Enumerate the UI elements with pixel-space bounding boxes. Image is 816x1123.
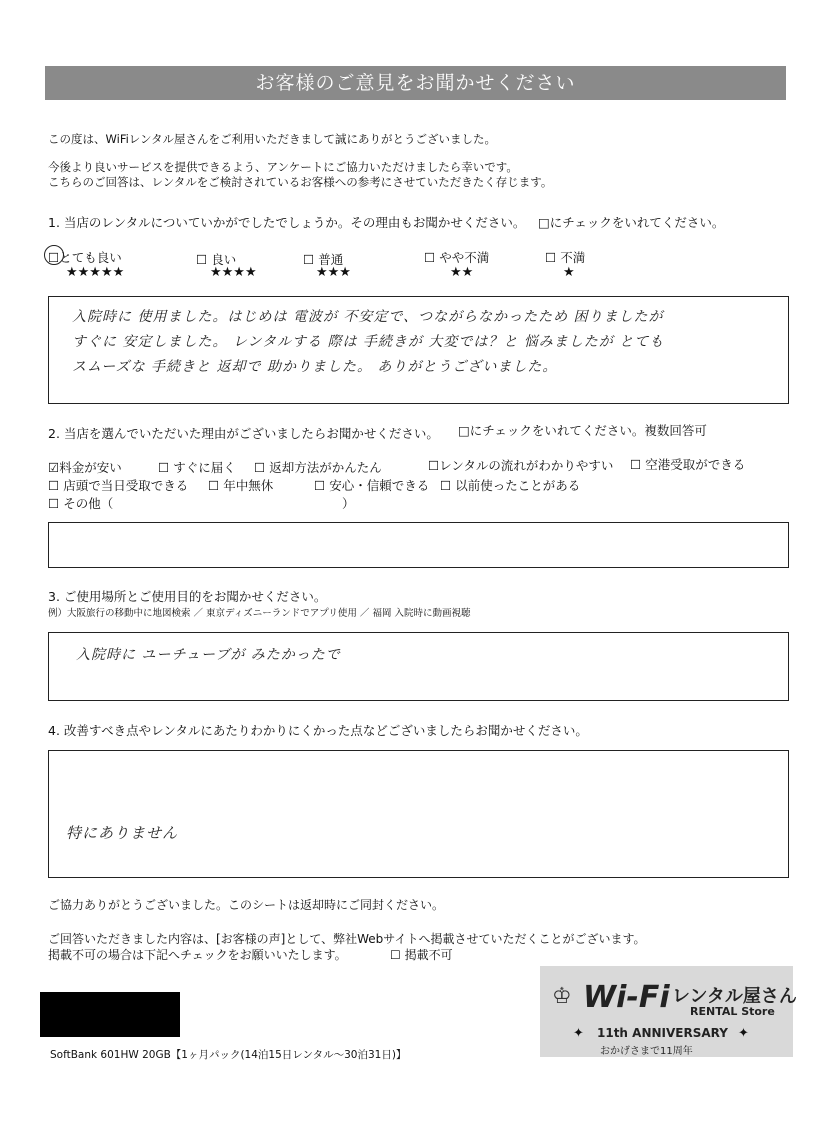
crown-mascot-icon: ♔ [552,984,572,1009]
question-3-example: 例）大阪旅行の移動中に地図検索 ／ 東京ディズニーランドでアプリ使用 ／ 福岡 入院時に動画視聴 [48,608,471,619]
q2-option-open-all-year[interactable]: ☐ 年中無休 [208,478,274,493]
q1-answer-line-2: すぐに 安定しました。 レンタルする 際は 手続きが 大変では？と 悩みましたが とても [72,334,665,350]
checkbox-icon: ☐ [545,250,557,265]
q1-stars-5: ★★★★★ [66,265,125,280]
sparkle-icon: ✦ [573,1026,584,1041]
checkbox-icon: ☐ [428,458,440,473]
checkbox-icon: ☐ [390,948,401,962]
q2-answer-box[interactable] [48,522,789,568]
q4-answer: 特にありません [66,824,179,842]
q1-option-dissatisfied[interactable]: ☐ 不満 [545,250,586,265]
intro-line-3: こちらのご回答は、レンタルをご検討されているお客様への参考にさせていただきたく存じます。 [48,175,553,189]
q1-option-good[interactable]: ☐ 良い [196,252,237,267]
q2-option-used-before[interactable]: ☐ 以前使ったことがある [440,478,581,493]
checkbox-icon: ☐ [303,252,315,267]
closing-line-3: 掲載不可の場合は下記へチェックをお願いいたします。 [48,948,347,962]
closing-line-2: ご回答いただきました内容は、[お客様の声]として、弊社Webサイトへ掲載させていただくことがございます。 [48,932,646,946]
checkbox-checked-icon: ☑ [48,460,60,475]
q2-option-easy-return[interactable]: ☐ 返却方法がかんたん [254,460,382,475]
checkbox-icon: ☐ [314,478,326,493]
closing-line-1: ご協力ありがとうございました。このシートは返却時にご同封ください。 [48,898,445,912]
question-2-hint: □にチェックをいれてください。複数回答可 [458,423,707,438]
q2-option-airport-pickup[interactable]: ☐ 空港受取ができる [630,457,746,472]
q1-option-normal[interactable]: ☐ 普通 [303,252,344,267]
question-3: 3. ご使用場所とご使用目的をお聞かせください。 [48,589,327,604]
logo-wifi-text: Wi-Fi [583,980,670,1015]
question-4: 4. 改善すべき点やレンタルにあたりわかりにくかった点などございましたらお聞かせください。 [48,723,588,738]
device-info: SoftBank 601HW 20GB【1ヶ月パック(14泊15日レンタル～30泊31日)】 [50,1049,407,1061]
logo-anniversary-text: 11th ANNIVERSARY [597,1026,728,1040]
q2-option-cheap[interactable]: ☑料金が安い [48,460,122,475]
q2-option-other[interactable]: ☐ その他（ [48,496,114,511]
q3-answer-box[interactable] [48,632,789,701]
q1-answer-line-3: スムーズな 手続きと 返却で 助かりました。 ありがとうございました。 [72,359,558,375]
question-2: 2. 当店を選んでいただいた理由がございましたらお聞かせください。 [48,426,439,441]
question-1: 1. 当店のレンタルについていかがでしたでしょうか。その理由もお聞かせください。 [48,215,526,230]
q3-answer: 入院時に ユーチューブが みたかったで [76,647,341,663]
sparkle-icon: ✦ [738,1026,749,1041]
publish-opt-out-checkbox[interactable]: ☐ 掲載不可 [390,948,453,962]
q2-option-fast-delivery[interactable]: ☐ すぐに届く [158,460,236,475]
q1-stars-4: ★★★★ [210,265,257,280]
checkbox-checked-icon: ☐ [48,250,60,265]
q1-stars-1: ★ [563,265,575,280]
logo-rental-text: レンタル屋さん [672,986,797,1007]
checkbox-icon: ☐ [158,460,170,475]
logo-store-text: RENTAL Store [690,1005,775,1018]
q1-answer-line-1: 入院時に 使用ました。はじめは 電波が 不安定で、つながらなかったため 困りましたが [72,309,664,325]
checkbox-icon: ☐ [196,252,208,267]
question-1-hint: □にチェックをいれてください。 [538,215,725,230]
q2-other-close-paren: ） [342,496,355,511]
redacted-block [40,992,180,1037]
hand-drawn-circle-mark [44,245,64,265]
q2-option-clear-flow[interactable]: ☐レンタルの流れがわかりやすい [428,458,614,473]
checkbox-icon: ☐ [48,478,60,493]
logo-thanks-text: おかげさまで11周年 [600,1046,693,1057]
checkbox-icon: ☐ [48,496,60,511]
q1-stars-2: ★★ [450,265,474,280]
checkbox-icon: ☐ [630,457,642,472]
checkbox-icon: ☐ [424,250,436,265]
page-title: お客様のご意見をお聞かせください [45,66,786,100]
q2-option-trustworthy[interactable]: ☐ 安心・信頼できる [314,478,430,493]
q1-option-very-good[interactable]: ☐とても良い [48,250,122,265]
checkbox-icon: ☐ [208,478,220,493]
checkbox-icon: ☐ [440,478,452,493]
intro-line-2: 今後より良いサービスを提供できるよう、アンケートにご協力いただけましたら幸いです。 [48,160,518,174]
q1-option-somewhat-dissatisfied[interactable]: ☐ やや不満 [424,250,490,265]
intro-line-1: この度は、WiFiレンタル屋さんをご利用いただきまして誠にありがとうございました。 [48,132,497,146]
q2-option-same-day-store[interactable]: ☐ 店頭で当日受取できる [48,478,189,493]
q4-answer-box[interactable] [48,750,789,878]
checkbox-icon: ☐ [254,460,266,475]
q1-stars-3: ★★★ [316,265,351,280]
